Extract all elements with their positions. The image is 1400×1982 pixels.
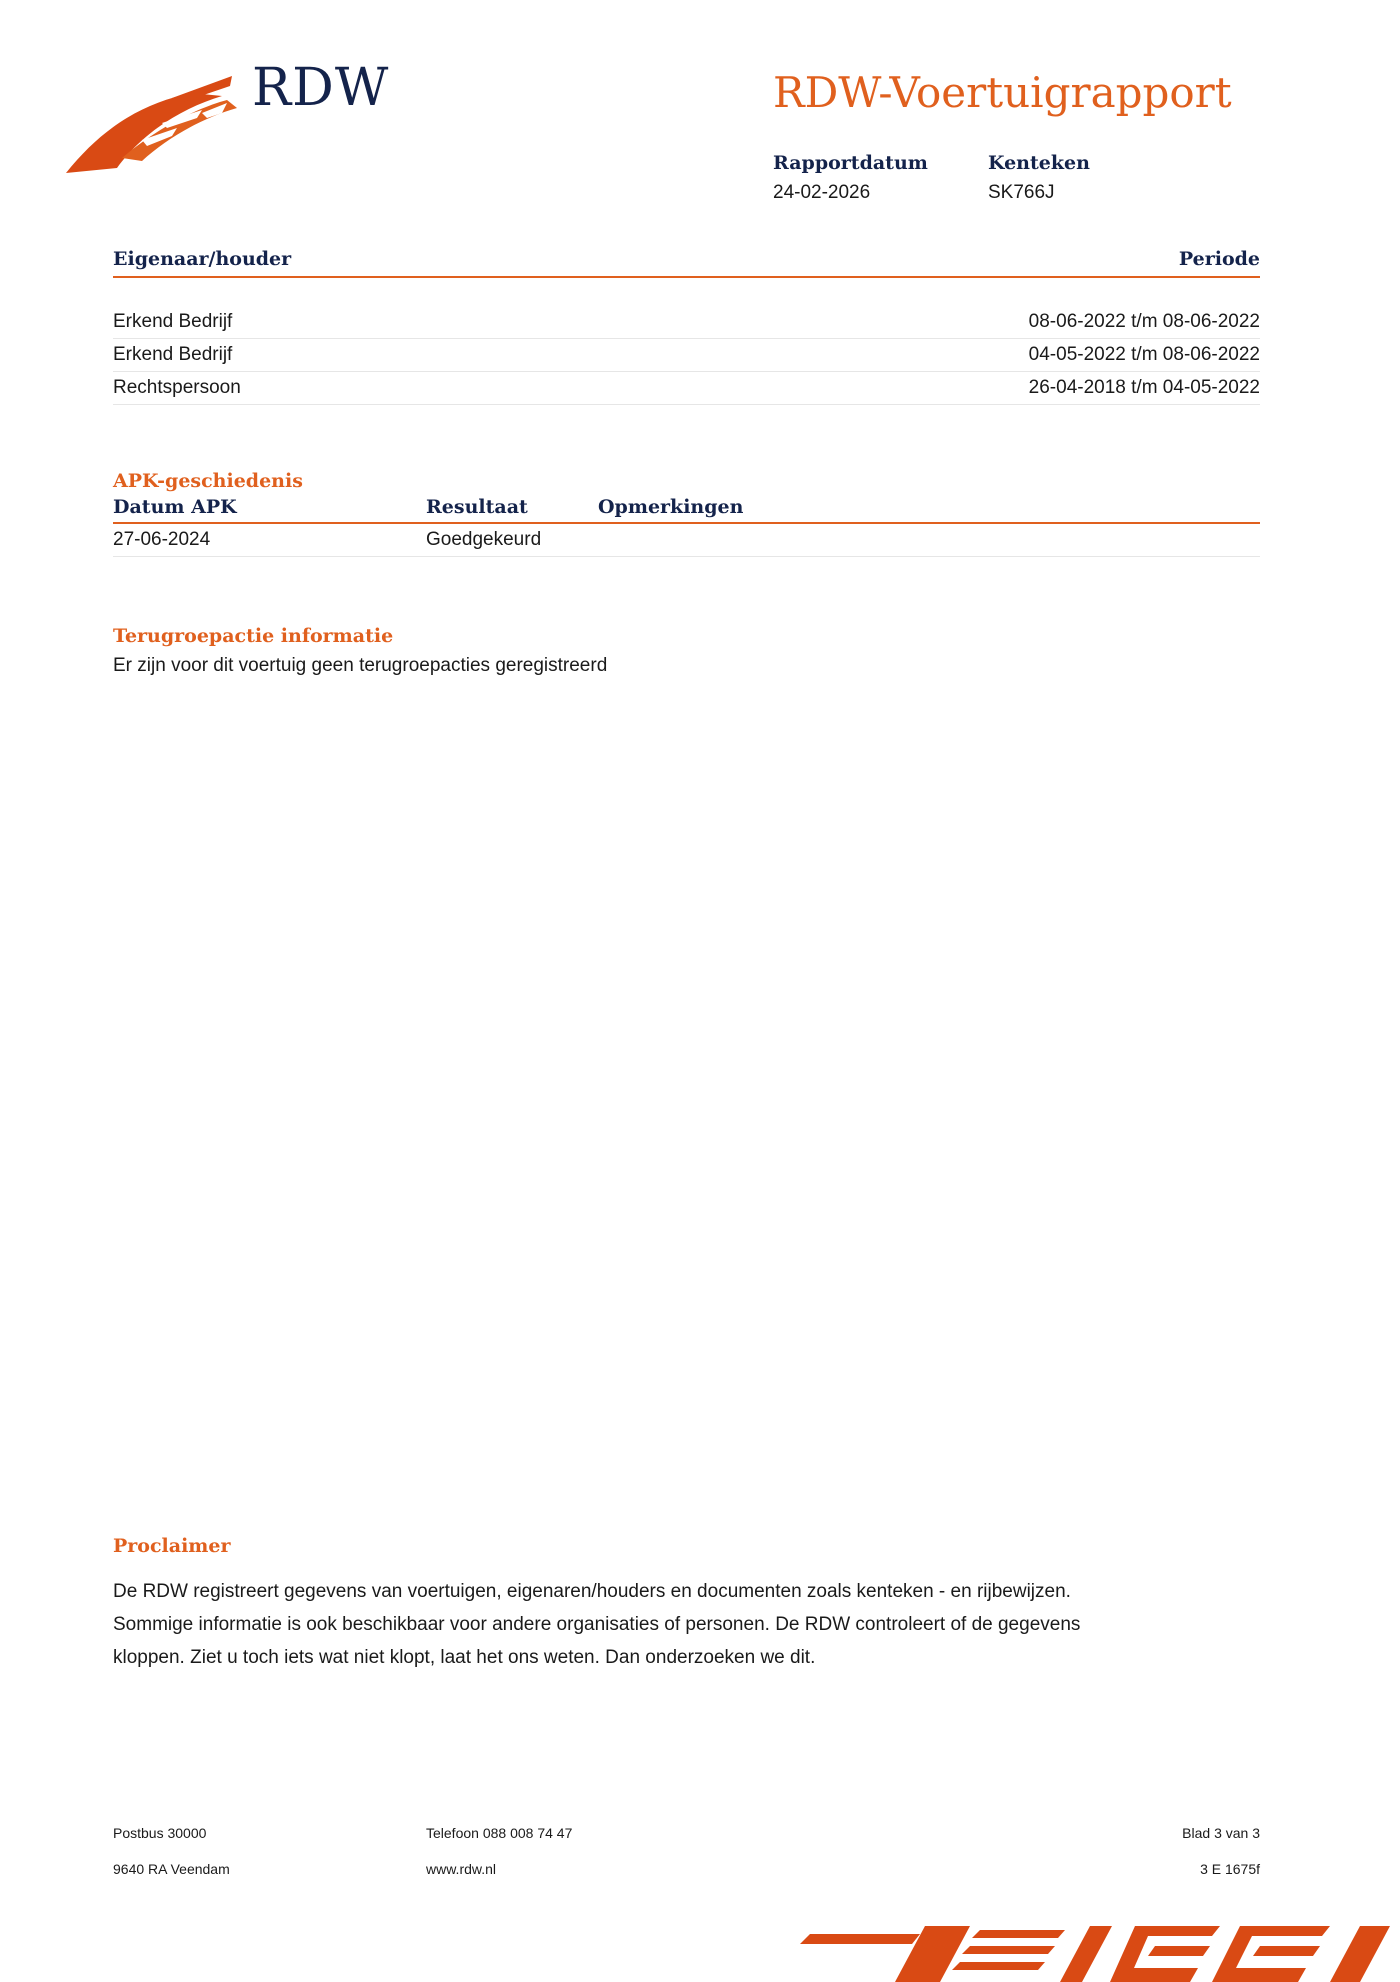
report-date-value: 24-02-2026 [773, 182, 871, 203]
brand-name: RDW [252, 58, 390, 118]
owner-cell: Erkend Bedrijf [113, 311, 233, 332]
period-cell: 08-06-2022 t/m 08-06-2022 [1028, 311, 1260, 332]
period-cell: 04-05-2022 t/m 08-06-2022 [1028, 344, 1260, 365]
apk-remarks-column-header: Opmerkingen [598, 496, 744, 518]
proclaimer-line: De RDW registreert gegevens van voertuigen, eigenaren/houders en documenten zoals kenteken - en rijbewijzen. [113, 1581, 1071, 1602]
report-date-label: Rapportdatum [773, 152, 928, 174]
report-date-block [773, 152, 928, 204]
plate-label: Kenteken [988, 152, 1090, 174]
footer-document-code: 3 E 1675f [1200, 1861, 1260, 1877]
proclaimer-line: kloppen. Ziet u toch iets wat niet klopt, laat het ons weten. Dan onderzoeken we dit. [113, 1647, 816, 1668]
recall-section-title: Terugroepactie informatie [113, 625, 394, 647]
owners-table-header [113, 248, 1260, 278]
proclaimer-line: Sommige informatie is ook beschikbaar voor andere organisaties of personen. De RDW controleert of de gegevens [113, 1614, 1081, 1635]
plate-block [988, 152, 1090, 204]
apk-date-column-header: Datum APK [113, 496, 237, 518]
recall-text: Er zijn voor dit voertuig geen terugroepacties geregistreerd [113, 655, 608, 676]
owner-cell: Rechtspersoon [113, 377, 241, 398]
report-title: RDW-Voertuigrapport [773, 68, 1232, 117]
apk-date-cell: 27-06-2024 [113, 529, 211, 550]
table-row [113, 524, 1260, 557]
footer-phone: Telefoon 088 008 74 47 [426, 1825, 573, 1841]
apk-table-header [113, 496, 1260, 524]
footer-page-number: Blad 3 van 3 [1182, 1825, 1260, 1841]
footer-website[interactable]: www.rdw.nl [426, 1861, 497, 1877]
owners-table [113, 248, 1260, 405]
footer-address-line: 9640 RA Veendam [113, 1861, 230, 1877]
proclaimer-text [113, 1575, 1260, 1674]
owner-column-header: Eigenaar/houder [113, 248, 292, 270]
owner-cell: Erkend Bedrijf [113, 344, 233, 365]
table-row [113, 372, 1260, 405]
period-cell: 26-04-2018 t/m 04-05-2022 [1028, 377, 1260, 398]
apk-result-cell: Goedgekeurd [426, 529, 542, 550]
proclaimer-section [113, 1535, 1260, 1674]
apk-result-column-header: Resultaat [426, 496, 528, 518]
footer-page-info [1182, 1815, 1260, 1887]
table-row [113, 306, 1260, 339]
proclaimer-title: Proclaimer [113, 1535, 231, 1557]
footer-contact [426, 1815, 572, 1887]
recall-section [113, 625, 1260, 677]
apk-section-title: APK-geschiedenis [113, 470, 303, 492]
period-column-header: Periode [1178, 248, 1260, 270]
footer-address-line: Postbus 30000 [113, 1825, 207, 1841]
apk-section [113, 470, 1260, 557]
table-row [113, 339, 1260, 372]
footer-address [113, 1815, 230, 1887]
plate-value: SK766J [988, 182, 1055, 203]
decorative-stripes [800, 1920, 1400, 1982]
